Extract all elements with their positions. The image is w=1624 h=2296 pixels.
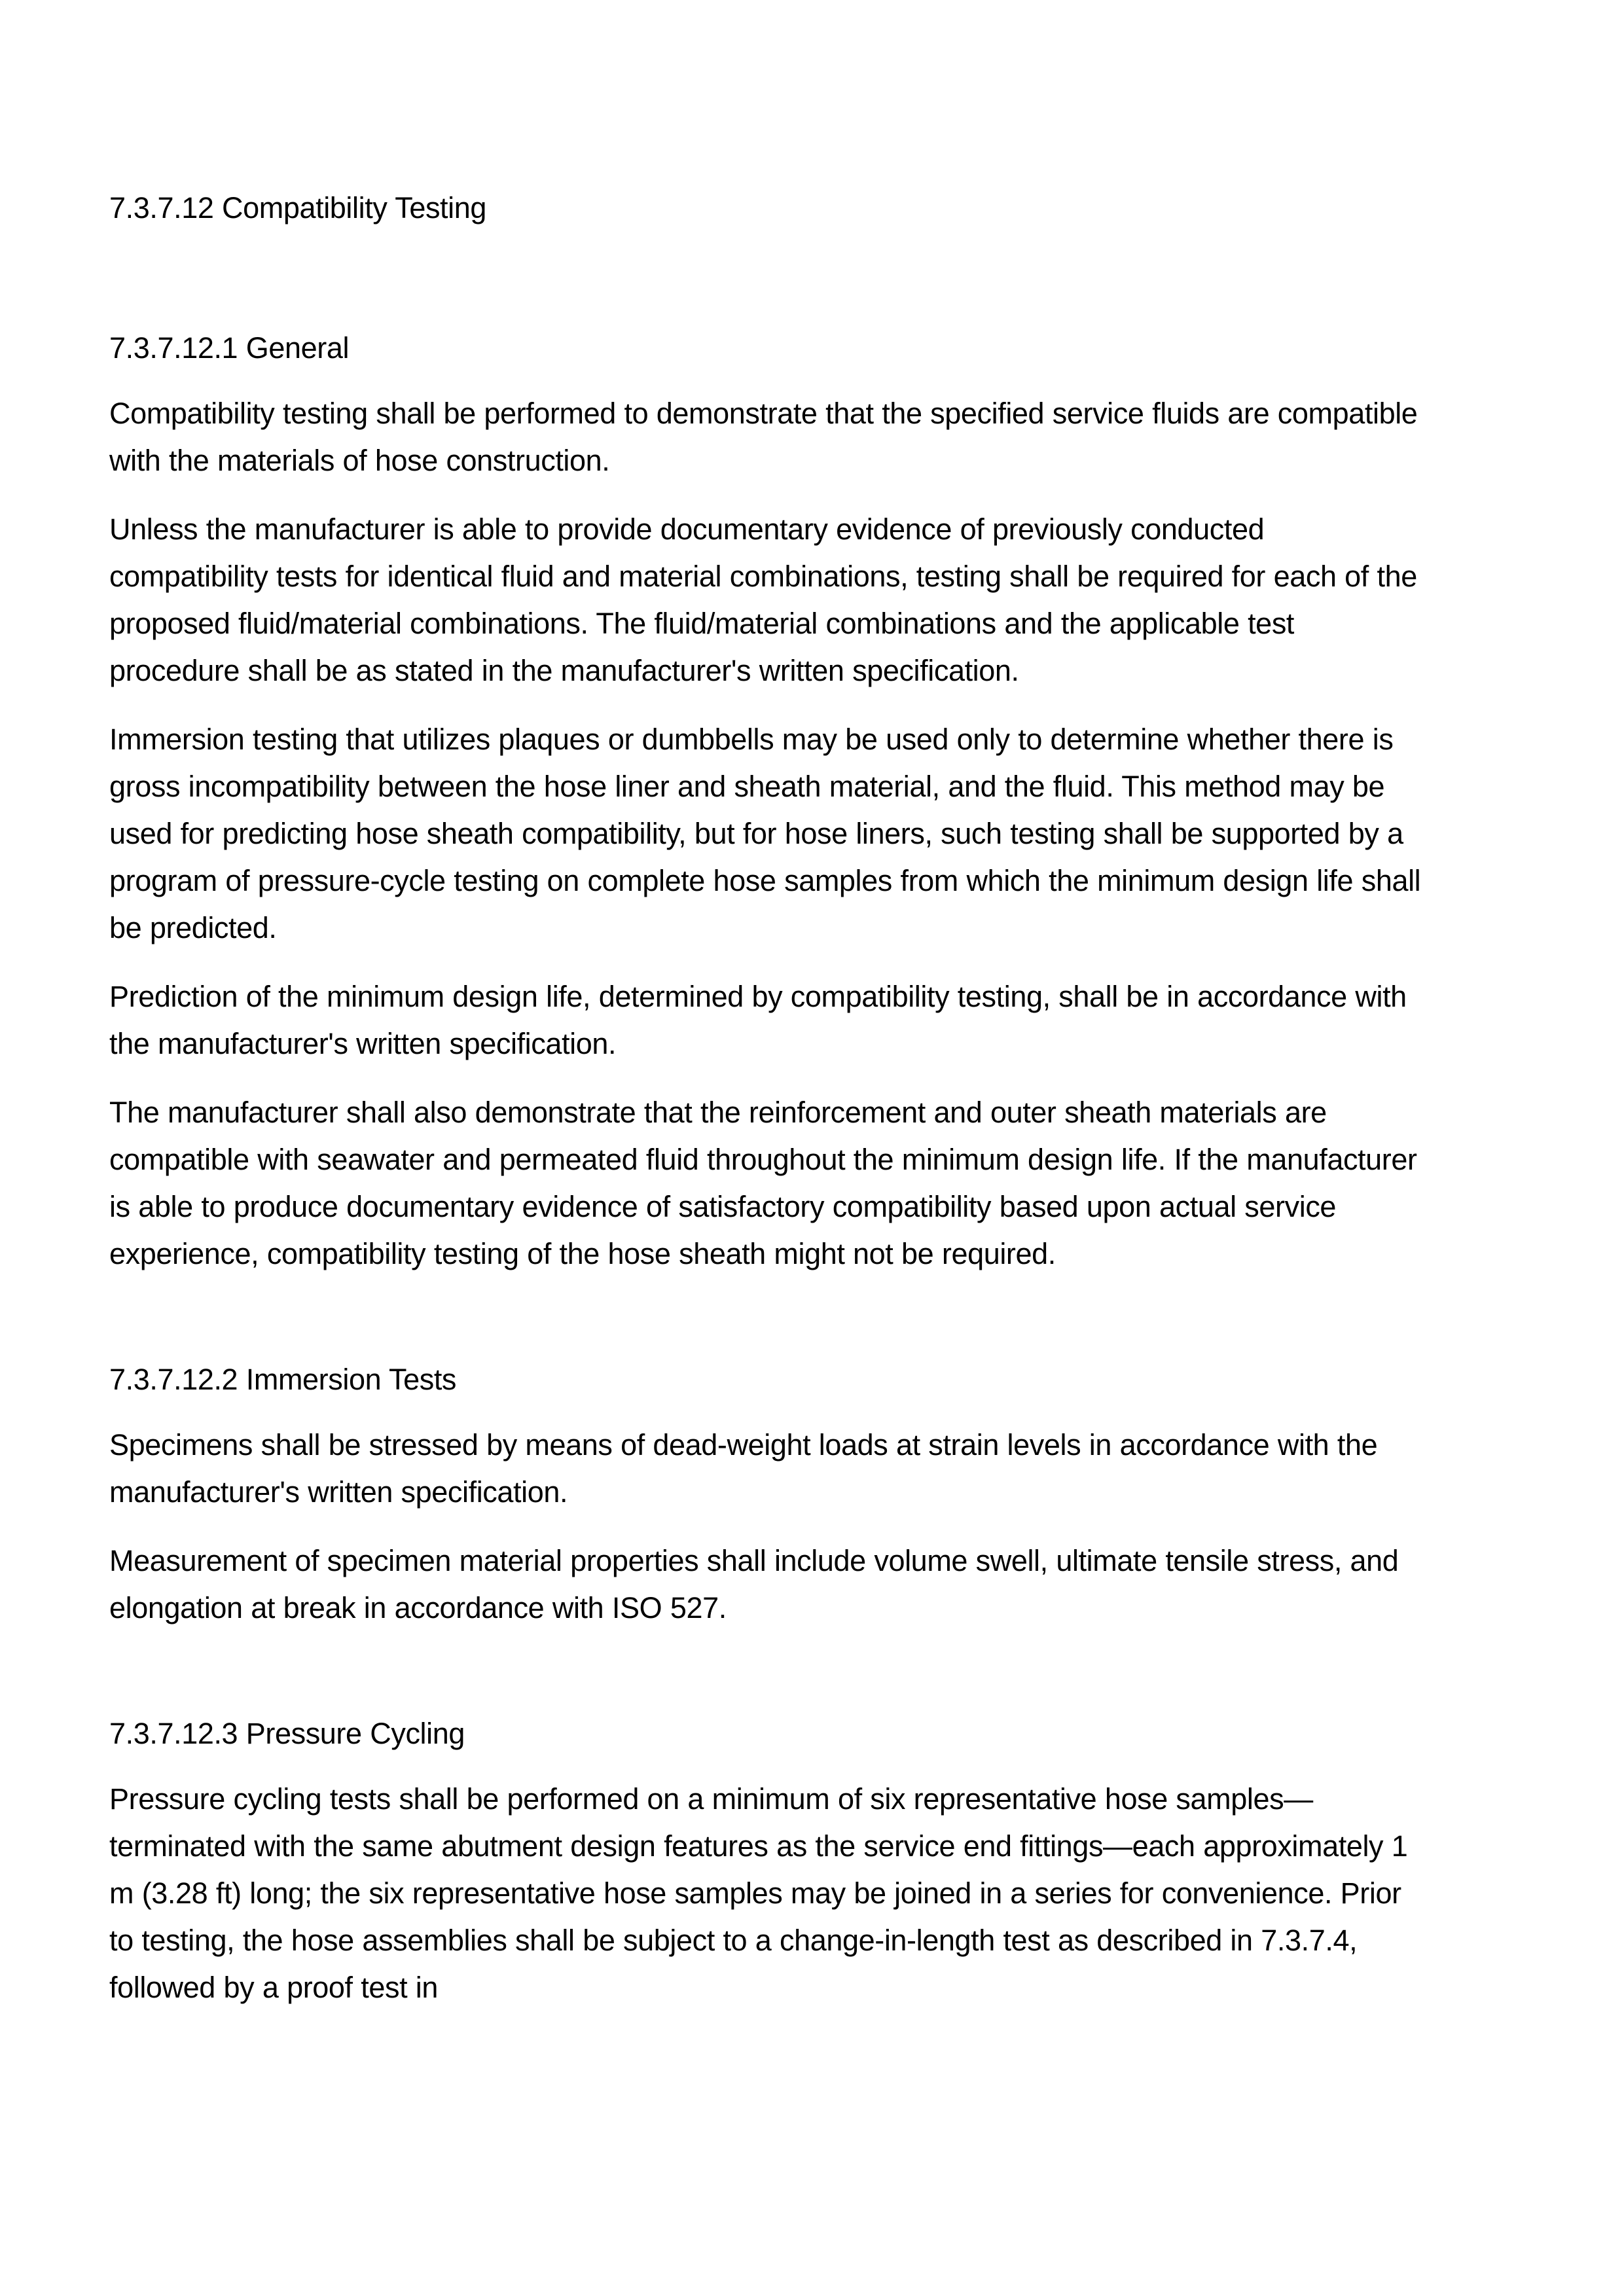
document-page xyxy=(109,185,1425,2033)
paragraph-measurement-properties: Measurement of specimen material properties shall include volume swell, ultimate tensile stress, and elongation at break in accordance with ISO 527. xyxy=(109,1544,1399,1624)
paragraph-reinforcement-sheath: The manufacturer shall also demonstrate that the reinforcement and outer sheath materials are compatible with seawater and permeated fluid throughout the minimum design life. If the manufacturer is able to produce documentary evidence of satisfactory compatibility based upon actual service experience, compatibility testing of the hose sheath might not be required. xyxy=(109,1096,1417,1270)
heading-immersion-tests: 7.3.7.12.2 Immersion Tests xyxy=(109,1363,457,1396)
paragraph-specimen-stress: Specimens shall be stressed by means of dead-weight loads at strain levels in accordance with the manufacturer's written specification. xyxy=(109,1428,1378,1509)
paragraph-pressure-cycling-tests: Pressure cycling tests shall be performed on a minimum of six representative hose samples—terminated with the same abutment design features as the service end fittings—each approximately 1 m (3.28 ft) long; the six representative hose samples may be joined in a series for convenience. Prior to testing, the hose assemblies shall be subject to a change-in-length test as described in 7.3.7.4, followed by a proof test in xyxy=(109,1782,1408,2004)
heading-compatibility-testing: 7.3.7.12 Compatibility Testing xyxy=(109,191,486,224)
paragraph-immersion-plaques: Immersion testing that utilizes plaques or dumbbells may be used only to determine whether there is gross incompatibility between the hose liner and sheath material, and the fluid. This method may be used for predicting hose sheath compatibility, but for hose liners, such testing shall be supported by a program of pressure-cycle testing on complete hose samples from which the minimum design life shall be predicted. xyxy=(109,723,1421,944)
heading-general: 7.3.7.12.1 General xyxy=(109,331,350,365)
heading-pressure-cycling: 7.3.7.12.3 Pressure Cycling xyxy=(109,1717,465,1750)
paragraph-design-life-prediction: Prediction of the minimum design life, determined by compatibility testing, shall be in accordance with the manufacturer's written specification. xyxy=(109,980,1407,1060)
paragraph-documentary-evidence: Unless the manufacturer is able to provide documentary evidence of previously conducted compatibility tests for identical fluid and material combinations, testing shall be required for each of the proposed fluid/material combinations. The fluid/material combinations and the applicable test procedure shall be as stated in the manufacturer's written specification. xyxy=(109,512,1417,687)
paragraph-compatibility-purpose: Compatibility testing shall be performed to demonstrate that the specified service fluids are compatible with the materials of hose construction. xyxy=(109,397,1418,477)
